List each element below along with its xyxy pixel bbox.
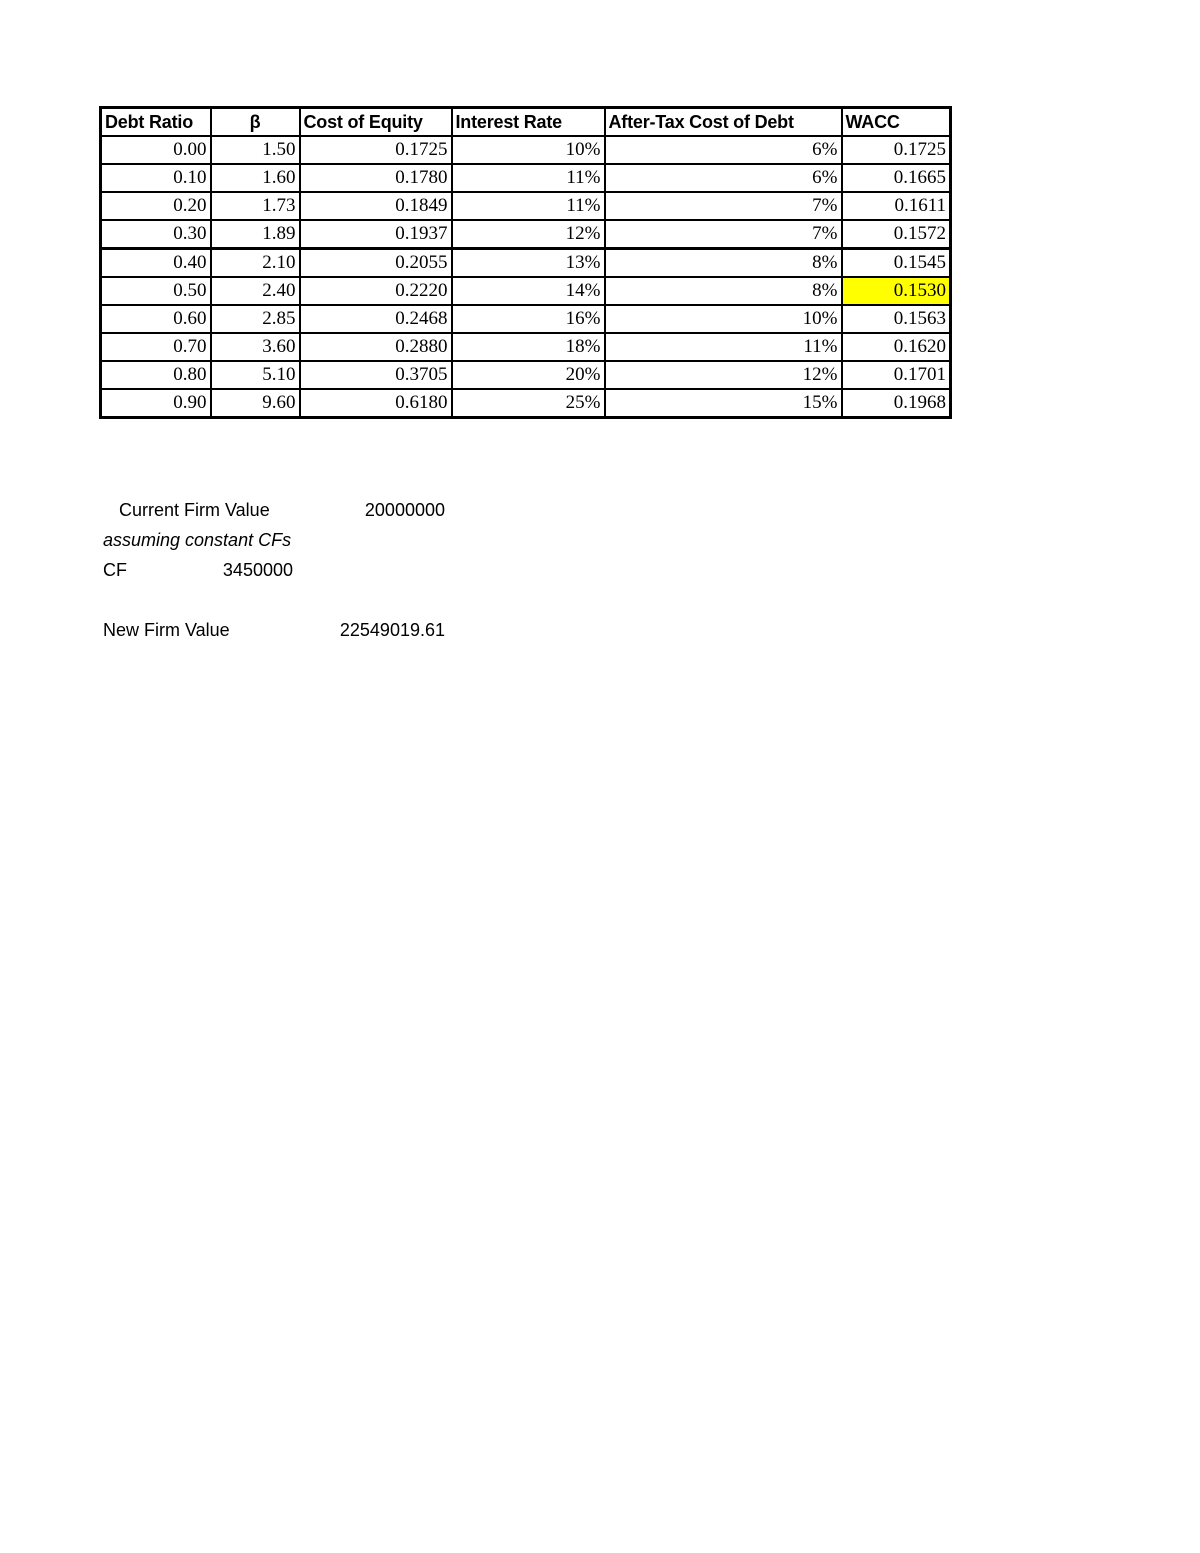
header-row [101,108,951,137]
cell-after-tax-cost-of-debt[interactable]: 7% [605,220,842,249]
cell-cost-of-equity[interactable]: 0.2880 [300,333,452,361]
cell-cost-of-equity[interactable]: 0.3705 [300,361,452,389]
cell-cost-of-equity[interactable]: 0.1937 [300,220,452,249]
current-firm-value-label[interactable]: Current Firm Value [119,500,270,520]
table-row [101,220,951,249]
cell-after-tax-cost-of-debt[interactable]: 15% [605,389,842,418]
table-row [101,192,951,220]
cell-wacc[interactable]: 0.1701 [842,361,951,389]
cell-cost-of-equity[interactable]: 0.1849 [300,192,452,220]
cell-debt-ratio[interactable]: 0.60 [101,305,211,333]
cell-interest-rate[interactable]: 16% [452,305,605,333]
cell-debt-ratio[interactable]: 0.40 [101,249,211,278]
header-debt-ratio[interactable]: Debt Ratio [101,108,211,137]
cell-beta[interactable]: 2.40 [211,277,300,305]
cell-beta[interactable]: 1.73 [211,192,300,220]
cell-interest-rate[interactable]: 20% [452,361,605,389]
table-row [101,277,951,305]
cell-interest-rate[interactable]: 12% [452,220,605,249]
cell-after-tax-cost-of-debt[interactable]: 12% [605,361,842,389]
cell-debt-ratio[interactable]: 0.00 [101,136,211,164]
cell-debt-ratio[interactable]: 0.10 [101,164,211,192]
cell-beta[interactable]: 2.10 [211,249,300,278]
header-interest-rate[interactable]: Interest Rate [452,108,605,137]
cell-wacc[interactable]: 0.1968 [842,389,951,418]
wacc-table [99,106,952,419]
cell-wacc[interactable]: 0.1620 [842,333,951,361]
table-row [101,305,951,333]
cell-cost-of-equity[interactable]: 0.6180 [300,389,452,418]
header-cost-of-equity[interactable]: Cost of Equity [300,108,452,137]
cell-cost-of-equity[interactable]: 0.1780 [300,164,452,192]
new-firm-value-label[interactable]: New Firm Value [103,620,230,640]
cf-value[interactable]: 3450000 [222,560,293,580]
cell-after-tax-cost-of-debt[interactable]: 10% [605,305,842,333]
cell-beta[interactable]: 5.10 [211,361,300,389]
cell-debt-ratio[interactable]: 0.80 [101,361,211,389]
table-row [101,136,951,164]
cell-after-tax-cost-of-debt[interactable]: 6% [605,136,842,164]
cell-beta[interactable]: 1.60 [211,164,300,192]
cell-beta[interactable]: 2.85 [211,305,300,333]
cell-wacc[interactable]: 0.1665 [842,164,951,192]
cell-after-tax-cost-of-debt[interactable]: 7% [605,192,842,220]
cell-beta[interactable]: 3.60 [211,333,300,361]
cell-wacc[interactable]: 0.1545 [842,249,951,278]
cell-beta[interactable]: 1.89 [211,220,300,249]
new-firm-value[interactable]: 22549019.61 [339,620,445,640]
header-beta[interactable]: β [211,108,300,137]
cell-interest-rate[interactable]: 10% [452,136,605,164]
header-wacc[interactable]: WACC [842,108,951,137]
cell-interest-rate[interactable]: 18% [452,333,605,361]
cell-wacc[interactable]: 0.1563 [842,305,951,333]
cell-cost-of-equity[interactable]: 0.2468 [300,305,452,333]
cell-interest-rate[interactable]: 13% [452,249,605,278]
current-firm-value[interactable]: 20000000 [364,500,445,520]
cell-debt-ratio[interactable]: 0.50 [101,277,211,305]
assumption-note[interactable]: assuming constant CFs [103,530,292,550]
table-row [101,361,951,389]
cell-debt-ratio[interactable]: 0.30 [101,220,211,249]
cell-cost-of-equity[interactable]: 0.2220 [300,277,452,305]
cf-label[interactable]: CF [103,560,127,580]
cell-wacc[interactable]: 0.1572 [842,220,951,249]
cell-wacc-minimum-highlighted[interactable]: 0.1530 [842,277,951,305]
cell-after-tax-cost-of-debt[interactable]: 8% [605,277,842,305]
table-row [101,389,951,418]
header-after-tax-cost-of-debt[interactable]: After-Tax Cost of Debt [605,108,842,137]
cell-interest-rate[interactable]: 11% [452,192,605,220]
cell-after-tax-cost-of-debt[interactable]: 6% [605,164,842,192]
cell-cost-of-equity[interactable]: 0.2055 [300,249,452,278]
cell-interest-rate[interactable]: 11% [452,164,605,192]
cell-wacc[interactable]: 0.1611 [842,192,951,220]
cell-cost-of-equity[interactable]: 0.1725 [300,136,452,164]
cell-debt-ratio[interactable]: 0.90 [101,389,211,418]
cell-after-tax-cost-of-debt[interactable]: 11% [605,333,842,361]
cell-beta[interactable]: 9.60 [211,389,300,418]
table-row [101,164,951,192]
table-row [101,333,951,361]
cell-interest-rate[interactable]: 25% [452,389,605,418]
cell-wacc[interactable]: 0.1725 [842,136,951,164]
table-row [101,249,951,278]
cell-debt-ratio[interactable]: 0.20 [101,192,211,220]
cell-beta[interactable]: 1.50 [211,136,300,164]
cell-interest-rate[interactable]: 14% [452,277,605,305]
cell-debt-ratio[interactable]: 0.70 [101,333,211,361]
cell-after-tax-cost-of-debt[interactable]: 8% [605,249,842,278]
